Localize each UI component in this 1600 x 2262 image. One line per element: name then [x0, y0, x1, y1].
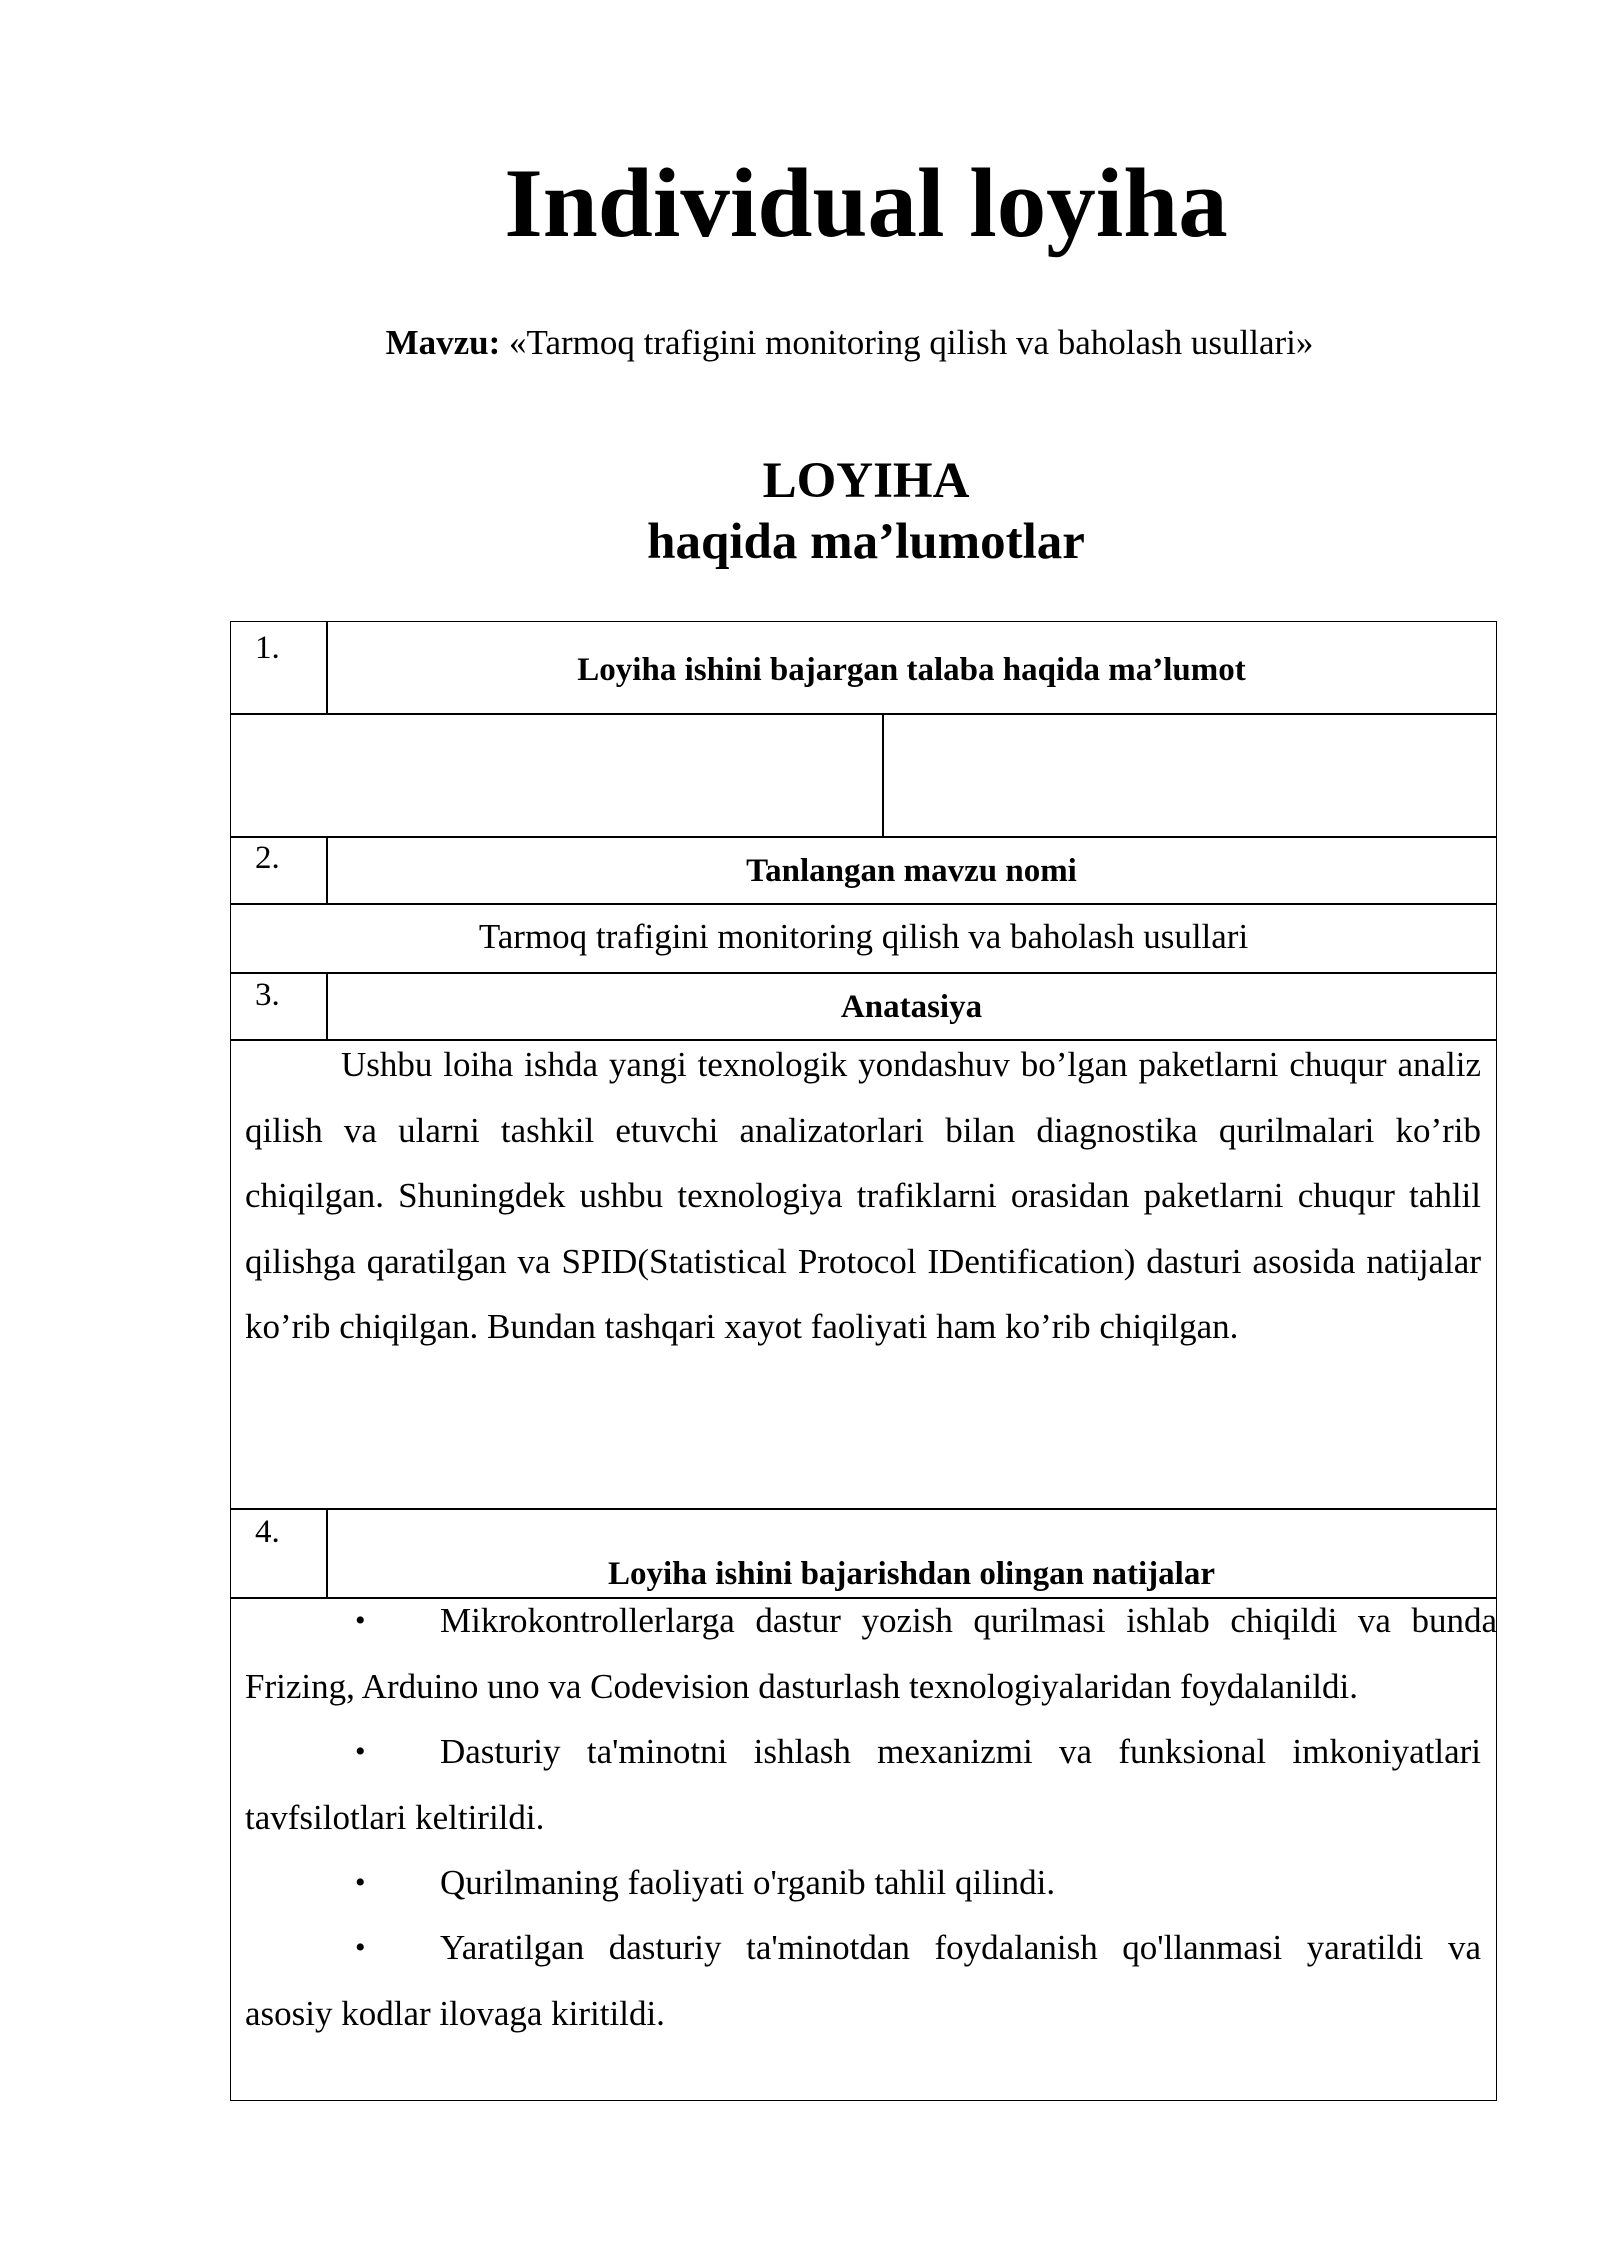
section-3-title: Anatasiya: [840, 989, 983, 1025]
document-title: Individual loyiha: [504, 149, 1228, 258]
topic-value: «Tarmoq trafigini monitoring qilish va baholash usullari»: [500, 323, 1314, 362]
topic-line: [0, 322, 1600, 364]
bullet-icon: •: [355, 1866, 366, 1899]
list-item: Mikrokontrollerlarga dastur yozish qurilmasi ishlab chiqildi va bunda Frizing, Arduino uno va Codevision dasturlash texnologiyalaridan foydalanildi.: [245, 1601, 1497, 1706]
student-info-cell: [882, 713, 1497, 836]
bullet-icon: •: [355, 1604, 366, 1637]
bullet-icon: •: [355, 1931, 366, 1964]
bullet-icon: •: [355, 1735, 366, 1768]
table-divider: [230, 972, 1497, 974]
student-name-cell: [230, 713, 882, 836]
section-4-number: 4.: [255, 1514, 280, 1550]
heading-line-2: haqida ma’lumotlar: [647, 514, 1085, 570]
section-3-number: 3.: [255, 977, 280, 1013]
section-2-number: 2.: [255, 840, 280, 876]
table-divider: [230, 903, 1497, 905]
table-divider: [230, 1508, 1497, 1510]
heading-line-1: LOYIHA: [762, 453, 970, 509]
section-1-number: 1.: [255, 630, 280, 666]
section-2-content: Tarmoq trafigini monitoring qilish va baholash usullari: [478, 917, 1249, 956]
section-1-title: Loyiha ishini bajargan talaba haqida ma’lumot: [577, 652, 1246, 688]
section-2-title: Tanlangan mavzu nomi: [746, 853, 1077, 889]
topic-label: Mavzu:: [385, 323, 501, 362]
table-divider: [230, 836, 1497, 838]
section-4-title: Loyiha ishini bajarishdan olingan natijalar: [607, 1556, 1215, 1592]
section-3-abstract: Ushbu loiha ishda yangi texnologik yondashuv bo’lgan paketlarni chuqur analiz qilish va ularni tashkil etuvchi analizatorlari bilan diagnostika qurilmalari ko’rib chiqilgan. Shuningdek ushbu texnologiya trafiklarni orasidan paketlarni chuqur tahlil qilishga qaratilgan va SPID(Statistical Protocol IDentification) dasturi asosida natijalar ko’rib chiqilgan. Bundan tashqari xayot faoliyati ham ko’rib chiqilgan.: [245, 1045, 1481, 1346]
list-item: Dasturiy ta'minotni ishlash mexanizmi va funksional imkoniyatlari tavfsilotlari keltirildi.: [245, 1732, 1481, 1837]
list-item: Qurilmaning faoliyati o'rganib tahlil qilindi.: [440, 1863, 1056, 1902]
list-item: Yaratilgan dasturiy ta'minotdan foydalanish qo'llanmasi yaratildi va asosiy kodlar ilovaga kiritildi.: [245, 1928, 1481, 2033]
